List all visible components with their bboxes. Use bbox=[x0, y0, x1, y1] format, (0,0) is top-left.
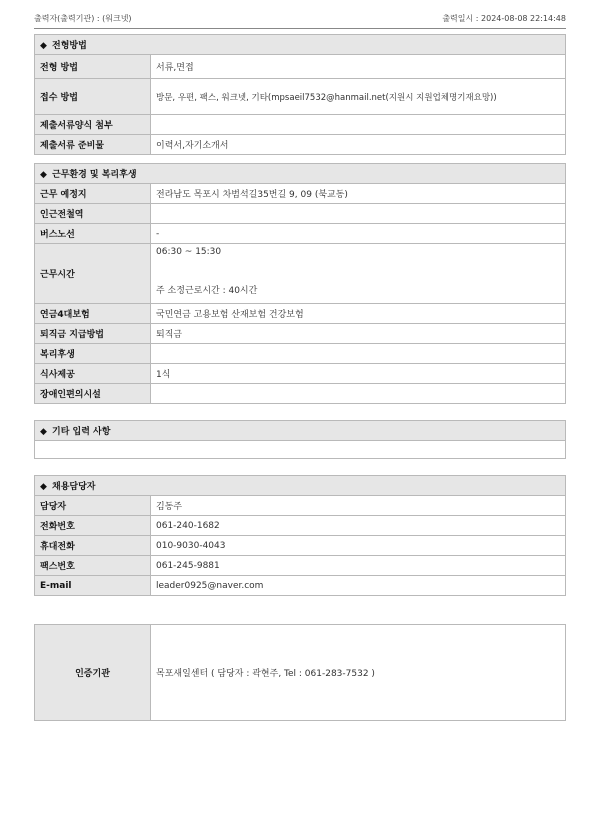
row-label: 전형 방법 bbox=[35, 55, 151, 79]
selection-table bbox=[34, 34, 566, 155]
row-value: 전라남도 목포시 차범석길35번길 9, 09 (북교동) bbox=[151, 184, 566, 204]
diamond-icon: ◆ bbox=[40, 427, 47, 437]
print-header bbox=[34, 10, 566, 26]
row-label: 인근전철역 bbox=[35, 204, 151, 224]
other-content bbox=[35, 441, 566, 459]
row-label: E-mail bbox=[35, 576, 151, 596]
email-address: leader0925@naver.com bbox=[151, 576, 566, 596]
section-header-selection: ◆ 전형방법 bbox=[35, 35, 566, 55]
row-label: 전화번호 bbox=[35, 516, 151, 536]
auth-table bbox=[34, 624, 566, 721]
section-header-contact: ◆ 채용담당자 bbox=[35, 476, 566, 496]
auth-value: 목포새일센터 ( 담당자 : 곽현주, Tel : 061-283-7532 ) bbox=[151, 625, 566, 721]
contact-table bbox=[34, 475, 566, 596]
row-value: 국민연금 고용보험 산재보험 건강보험 bbox=[151, 304, 566, 324]
row-value: 서류,면접 bbox=[151, 55, 566, 79]
row-label: 복리후생 bbox=[35, 344, 151, 364]
auth-label: 인증기관 bbox=[35, 625, 151, 721]
row-label: 팩스번호 bbox=[35, 556, 151, 576]
row-label: 제출서류양식 첨부 bbox=[35, 115, 151, 135]
row-value: 퇴직금 bbox=[151, 324, 566, 344]
diamond-icon: ◆ bbox=[40, 41, 47, 51]
row-label: 버스노선 bbox=[35, 224, 151, 244]
work-hours-line: 06:30 ~ 15:30 bbox=[156, 247, 222, 257]
row-label: 장애인편의시설 bbox=[35, 384, 151, 404]
weekly-hours-line: 주 소정근로시간 : 40시간 bbox=[156, 286, 258, 296]
row-label: 휴대전화 bbox=[35, 536, 151, 556]
row-value bbox=[151, 115, 566, 135]
row-value: - bbox=[151, 224, 566, 244]
header-divider bbox=[34, 28, 566, 29]
row-label: 식사제공 bbox=[35, 364, 151, 384]
row-value: 이력서,자기소개서 bbox=[151, 135, 566, 155]
row-value bbox=[151, 344, 566, 364]
print-datetime: 출력일시 : 2024-08-08 22:14:48 bbox=[442, 14, 566, 23]
row-value bbox=[151, 204, 566, 224]
mobile-number: 010-9030-4043 bbox=[151, 536, 566, 556]
diamond-icon: ◆ bbox=[40, 170, 47, 180]
work-table bbox=[34, 163, 566, 404]
row-value: 1식 bbox=[151, 364, 566, 384]
work-hours-value bbox=[151, 244, 566, 304]
section-header-other: ◆ 기타 입력 사항 bbox=[35, 421, 566, 441]
row-label: 제출서류 준비물 bbox=[35, 135, 151, 155]
row-label: 근무 예정지 bbox=[35, 184, 151, 204]
row-value bbox=[151, 384, 566, 404]
diamond-icon: ◆ bbox=[40, 482, 47, 492]
row-label: 근무시간 bbox=[35, 244, 151, 304]
fax-number: 061-245-9881 bbox=[151, 556, 566, 576]
row-value: 방문, 우편, 팩스, 워크넷, 기타(mpsaeil7532@hanmail.net(지원시 지원업체명기재요망)) bbox=[151, 79, 566, 115]
printer-info: 출력자(출력기관) : (워크넷) bbox=[34, 14, 132, 23]
manager-name: 김동주 bbox=[151, 496, 566, 516]
row-label: 접수 방법 bbox=[35, 79, 151, 115]
row-label: 담당자 bbox=[35, 496, 151, 516]
row-label: 연금4대보험 bbox=[35, 304, 151, 324]
phone-number: 061-240-1682 bbox=[151, 516, 566, 536]
row-label: 퇴직금 지급방법 bbox=[35, 324, 151, 344]
other-table bbox=[34, 420, 566, 459]
section-header-work: ◆ 근무환경 및 복리후생 bbox=[35, 164, 566, 184]
